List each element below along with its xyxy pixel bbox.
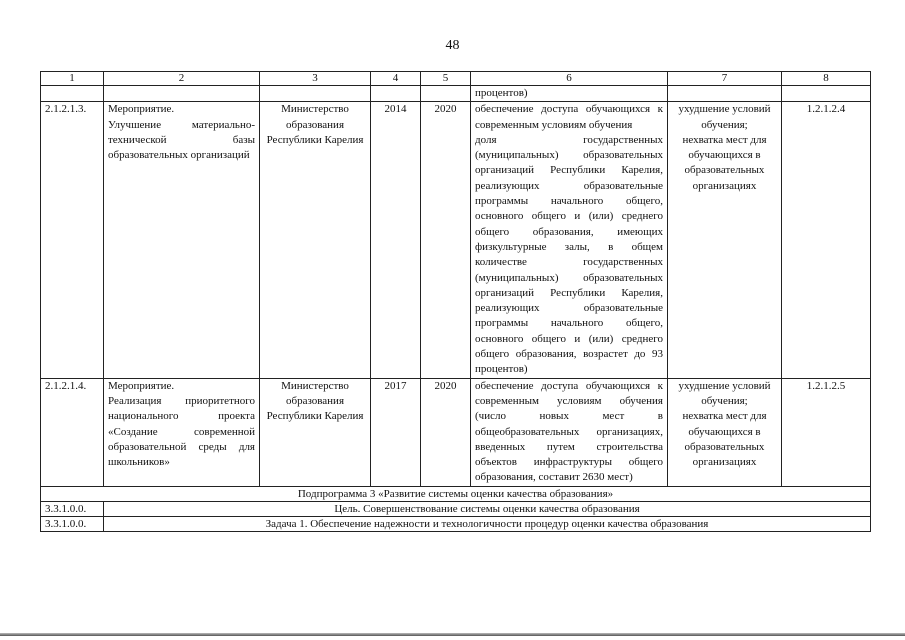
task-code: 3.3.1.0.0. <box>41 516 104 531</box>
row-result <box>471 102 668 378</box>
header-col-4: 4 <box>371 72 421 86</box>
row-measure <box>104 378 260 486</box>
row-code: 2.1.2.1.3. <box>41 102 104 378</box>
row-consequences <box>668 102 782 378</box>
header-row <box>41 72 871 86</box>
measure-type: Мероприятие. <box>108 379 175 392</box>
consequence-text: ухудшение условий обучения; <box>678 103 771 131</box>
row-indicator: 1.2.1.2.5 <box>782 378 871 486</box>
subprogram-title: Подпрограмма 3 «Развитие системы оценки качества образования» <box>41 486 871 501</box>
result-text: доля государственных (муниципальных) образовательных организаций Республики Карелия, реализующих образовательные программы начального общего, основного общего и (или) среднего общего образования, имеющих физкультурные залы, в общем количестве государственных (муниципальных) образовательных организаций Республики Карелия, реализующих образовательные программы начального общего, основного общего и (или) среднего общего образования, возрастет до 93 процентов) <box>475 133 663 376</box>
measure-type: Мероприятие. <box>108 103 175 116</box>
row-executor: Министерство образования Республики Карелия <box>260 102 371 378</box>
header-col-2: 2 <box>104 72 260 86</box>
result-text: обеспечение доступа обучающихся к современным условиям обучения <box>475 103 663 131</box>
header-col-6: 6 <box>471 72 668 86</box>
row-start-year: 2017 <box>371 378 421 486</box>
task-text: Задача 1. Обеспечение надежности и технологичности процедур оценки качества образования <box>104 516 871 531</box>
subprogram-row <box>41 486 871 501</box>
scan-edge-line <box>0 633 905 636</box>
row-end-year: 2020 <box>421 378 471 486</box>
row-measure <box>104 102 260 378</box>
program-table <box>40 71 871 532</box>
row-result <box>471 378 668 486</box>
header-col-5: 5 <box>421 72 471 86</box>
row-end-year: 2020 <box>421 102 471 378</box>
header-col-7: 7 <box>668 72 782 86</box>
task-row <box>41 516 871 531</box>
goal-code: 3.3.1.0.0. <box>41 501 104 516</box>
measure-title: Улучшение материально-технической базы образовательных организаций <box>108 118 255 162</box>
row-executor: Министерство образования Республики Карелия <box>260 378 371 486</box>
continuation-row <box>41 86 871 102</box>
goal-text: Цель. Совершенствование системы оценки качества образования <box>104 501 871 516</box>
table-row <box>41 378 871 486</box>
continuation-text: процентов) <box>471 86 668 102</box>
header-col-1: 1 <box>41 72 104 86</box>
row-indicator: 1.2.1.2.4 <box>782 102 871 378</box>
row-consequences <box>668 378 782 486</box>
consequence-text: ухудшение условий обучения; <box>678 379 771 407</box>
header-col-3: 3 <box>260 72 371 86</box>
table-row <box>41 102 871 378</box>
measure-title: Реализация приоритетного национального проекта «Создание современной образовательной среды для школьников» <box>108 394 255 469</box>
row-start-year: 2014 <box>371 102 421 378</box>
page-number: 48 <box>445 38 460 53</box>
header-col-8: 8 <box>782 72 871 86</box>
goal-row <box>41 501 871 516</box>
row-code: 2.1.2.1.4. <box>41 378 104 486</box>
result-text: обеспечение доступа обучающихся к современным условиям обучения (число новых мест в общеобразовательных организациях, введенных путем строительства объектов инфраструктуры общего образования, составит 2630 мест) <box>475 379 663 484</box>
consequence-text: нехватка мест для обучающихся в образовательных организациях <box>682 410 767 469</box>
consequence-text: нехватка мест для обучающихся в образовательных организациях <box>682 133 767 192</box>
